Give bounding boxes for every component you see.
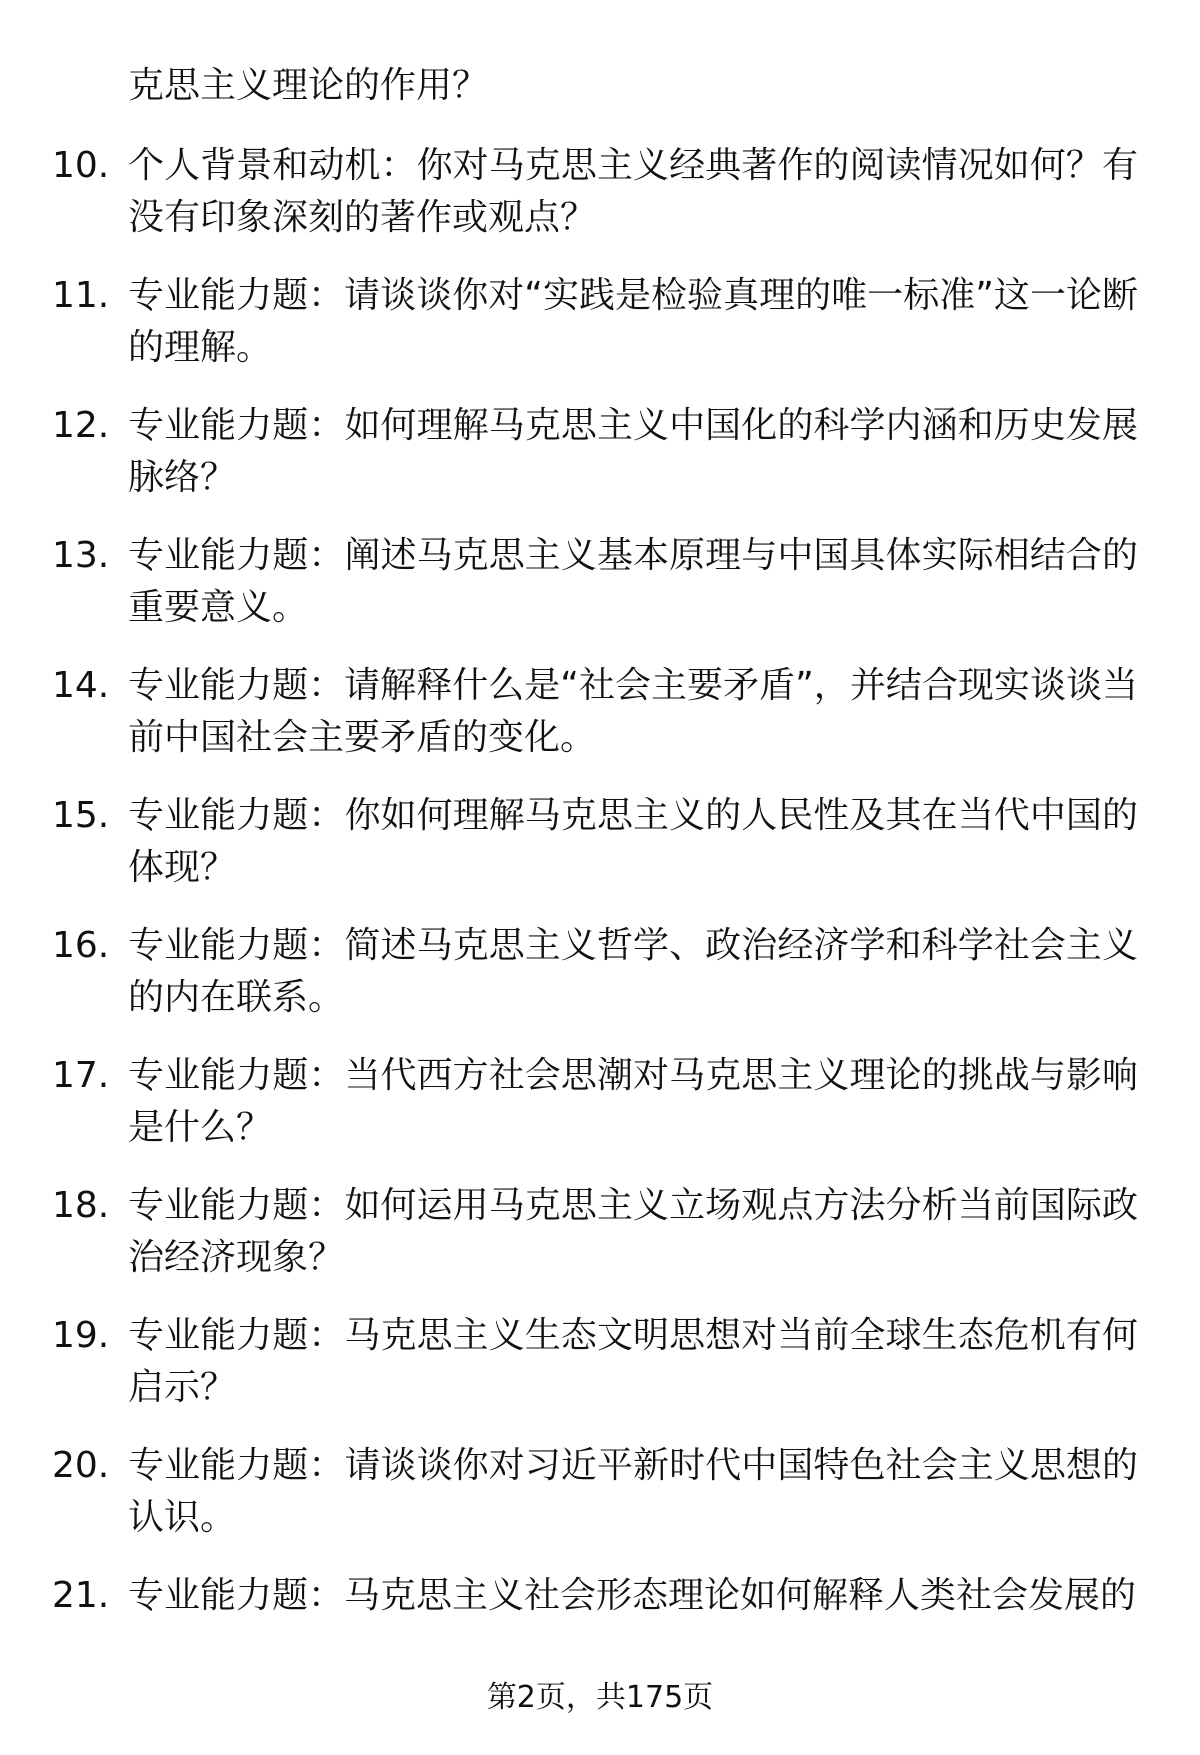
question-text: 专业能力题：请谈谈你对习近平新时代中国特色社会主义思想的认识。 xyxy=(128,1445,1138,1538)
question-number: 15. xyxy=(52,795,110,836)
question-text: 专业能力题：请解释什么是“社会主要矛盾”，并结合现实谈谈当前中国社会主要矛盾的变化。 xyxy=(128,665,1138,758)
question-list xyxy=(0,140,1200,1700)
question-text: 专业能力题：如何理解马克思主义中国化的科学内涵和历史发展脉络？ xyxy=(128,405,1138,498)
list-item xyxy=(0,790,1200,920)
question-text: 个人背景和动机：你对马克思主义经典著作的阅读情况如何？有没有印象深刻的著作或观点？ xyxy=(128,145,1138,238)
question-text: 专业能力题：请谈谈你对“实践是检验真理的唯一标准”这一论断的理解。 xyxy=(128,275,1138,368)
question-text: 专业能力题：你如何理解马克思主义的人民性及其在当代中国的体现？ xyxy=(128,795,1138,888)
list-item xyxy=(0,530,1200,660)
list-item xyxy=(0,1180,1200,1310)
list-item xyxy=(0,1440,1200,1570)
question-number: 17. xyxy=(52,1055,110,1096)
question-text: 专业能力题：马克思主义社会形态理论如何解释人类社会发展的 xyxy=(128,1575,1137,1616)
question-number: 11. xyxy=(52,275,110,316)
question-number: 14. xyxy=(52,665,110,706)
continued-question-text: 克思主义理论的作用？ xyxy=(128,65,489,106)
question-text: 专业能力题：简述马克思主义哲学、政治经济学和科学社会主义的内在联系。 xyxy=(128,925,1138,1018)
question-number: 13. xyxy=(52,535,110,576)
question-number: 21. xyxy=(52,1575,110,1616)
list-item xyxy=(0,920,1200,1050)
list-item xyxy=(0,400,1200,530)
question-text: 专业能力题：马克思主义生态文明思想对当前全球生态危机有何启示？ xyxy=(128,1315,1138,1408)
question-number: 12. xyxy=(52,405,110,446)
question-number: 19. xyxy=(52,1315,110,1356)
question-number: 16. xyxy=(52,925,110,966)
question-text: 专业能力题：如何运用马克思主义立场观点方法分析当前国际政治经济现象？ xyxy=(128,1185,1138,1278)
list-item xyxy=(0,270,1200,400)
list-item xyxy=(0,140,1200,270)
question-text: 专业能力题：阐述马克思主义基本原理与中国具体实际相结合的重要意义。 xyxy=(128,535,1138,628)
list-item xyxy=(0,1050,1200,1180)
question-number: 10. xyxy=(52,145,110,186)
question-text: 专业能力题：当代西方社会思潮对马克思主义理论的挑战与影响是什么？ xyxy=(128,1055,1138,1148)
page-footer: 第2页，共175页 xyxy=(486,1680,714,1715)
list-item xyxy=(0,1310,1200,1440)
question-number: 18. xyxy=(52,1185,110,1226)
list-item xyxy=(0,660,1200,790)
question-number: 20. xyxy=(52,1445,110,1486)
